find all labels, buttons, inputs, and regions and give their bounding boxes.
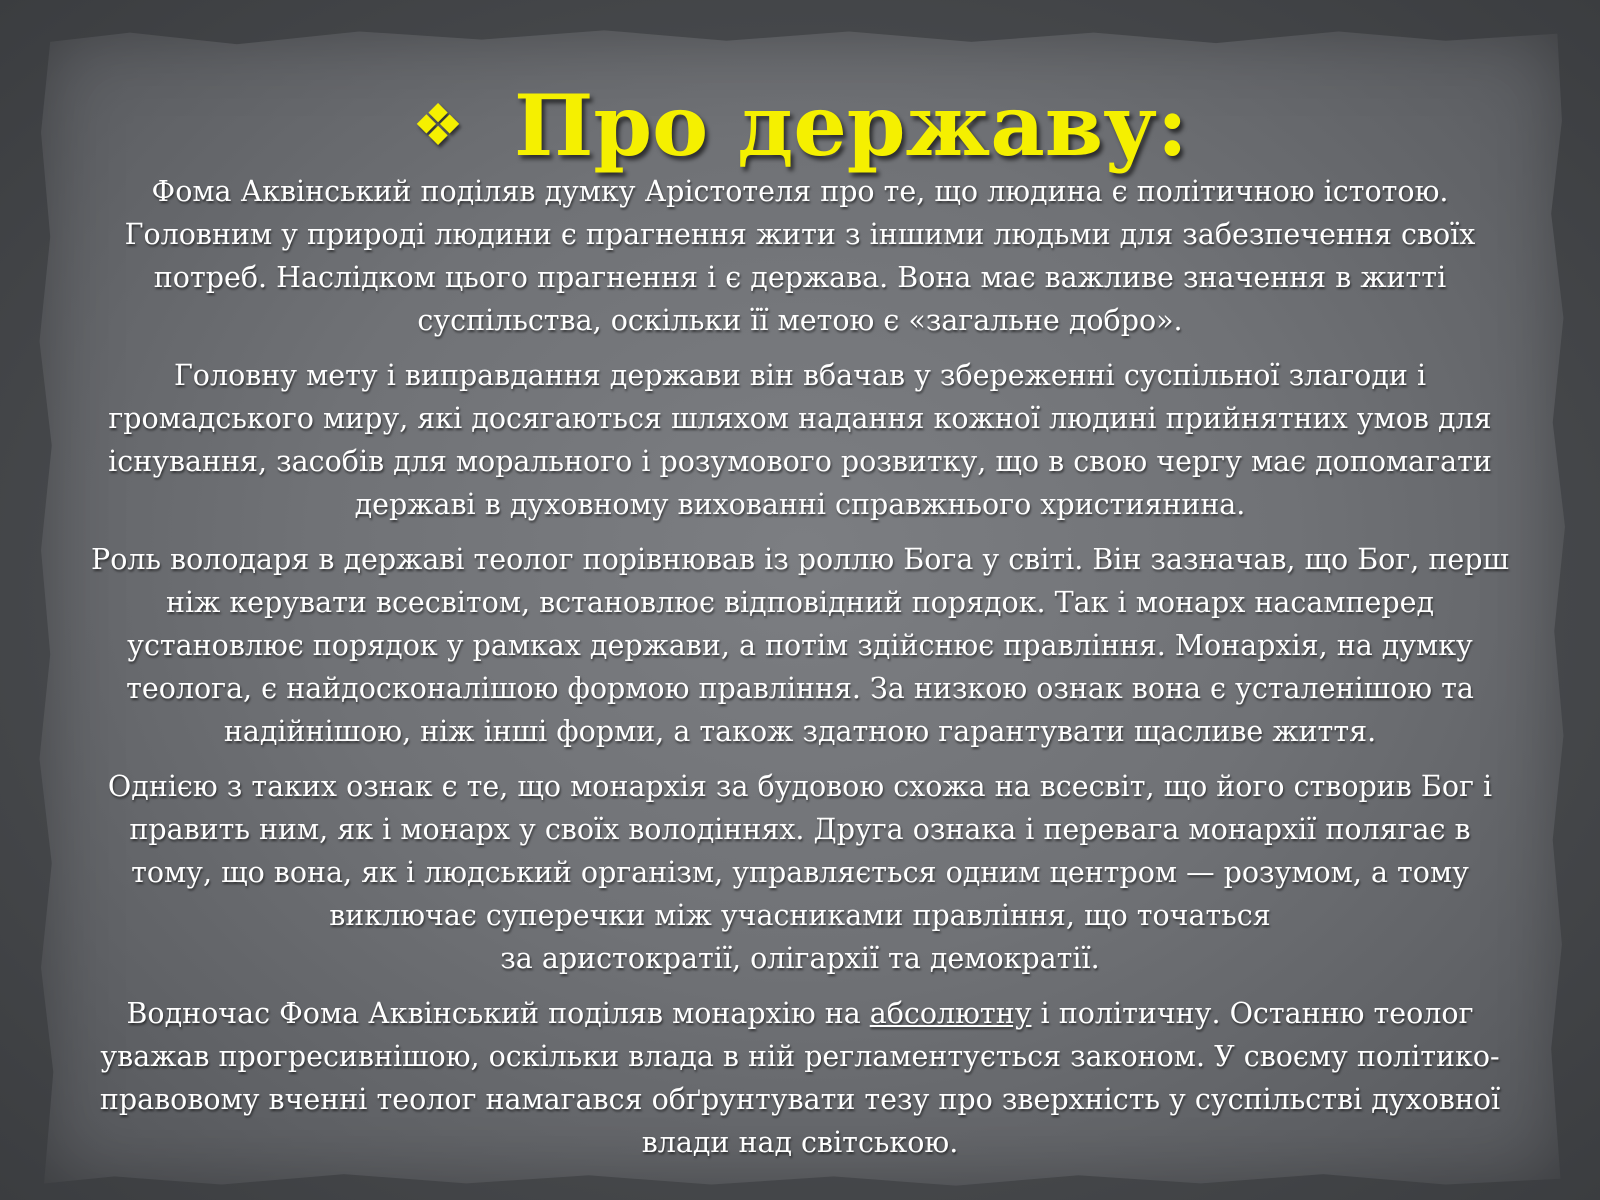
text-line: Однією з таких ознак є те, що монархія за будовою схожа на всесвіт, що його створив Бог і bbox=[107, 770, 1493, 803]
text-line: ніж керувати всесвітом, встановлює відповідний порядок. Так і монарх насамперед bbox=[165, 586, 1435, 619]
absolute-monarchy-link[interactable]: абсолютну bbox=[869, 997, 1032, 1030]
text-line: за аристократії, олігархії та демократії. bbox=[500, 942, 1100, 975]
paragraph-5 bbox=[0, 992, 1600, 1164]
text-line: установлює порядок у рамках держави, а потім здійснює правління. Монархія, на думку bbox=[127, 629, 1473, 662]
title-row bbox=[0, 70, 1600, 180]
text-line: Головним у природі людини є прагнення жити з іншими людьми для забезпечення своїх bbox=[124, 218, 1476, 251]
text-line: правовому вченні теолог намагався обґрунтувати тезу про зверхність у суспільстві духовної bbox=[99, 1083, 1501, 1116]
text-line: влади над світською. bbox=[641, 1126, 959, 1159]
text-segment: Водночас Фома Аквінський поділяв монархію на bbox=[126, 997, 870, 1030]
text-line: державі в духовному вихованні справжнього християнина. bbox=[354, 488, 1246, 521]
text-line: існування, засобів для морального і розумового розвитку, що в свою чергу має допомагати bbox=[108, 445, 1492, 478]
text-line: Головну мету і виправдання держави він вбачав у збереженні суспільної злагоди і bbox=[173, 359, 1427, 392]
text-line: громадського миру, які досягаються шляхом надання кожної людині прийнятних умов для bbox=[108, 402, 1492, 435]
text-segment: і політичну. Останню теолог bbox=[1031, 997, 1474, 1030]
text-line: виключає суперечки між учасниками правління, що точаться bbox=[329, 899, 1271, 932]
text-line: Роль володаря в державі теолог порівнював із роллю Бога у світі. Він зазначав, що Бог, перш bbox=[91, 543, 1509, 576]
text-line: надійнішою, ніж інші форми, а також здатною гарантувати щасливе життя. bbox=[223, 715, 1377, 748]
text-line bbox=[0, 992, 1600, 1035]
text-line: Фома Аквінський поділяв думку Арістотеля про те, що людина є політичною істотою. bbox=[151, 175, 1449, 208]
text-line: суспільства, оскільки її метою є «загальне добро». bbox=[417, 304, 1183, 337]
slide-body bbox=[0, 170, 1600, 1164]
text-line: уважав прогресивнішою, оскільки влада в ній регламентується законом. У своєму політико- bbox=[100, 1040, 1500, 1073]
text-line: тому, що вона, як і людський організм, управляється одним центром — розумом, а тому bbox=[131, 856, 1469, 889]
paragraph-4 bbox=[0, 765, 1600, 980]
paragraph-2 bbox=[0, 354, 1600, 526]
text-line: потреб. Наслідком цього прагнення і є держава. Вона має важливе значення в житті bbox=[153, 261, 1447, 294]
paragraph-1 bbox=[0, 170, 1600, 342]
diamond-bullet-icon: ❖ bbox=[412, 91, 465, 159]
text-line: теолога, є найдосконалішою формою правління. За низкою ознак вона є усталенішою та bbox=[126, 672, 1474, 705]
slide-title: Про державу: bbox=[514, 75, 1188, 175]
text-line: править ним, як і монарх у своїх володіннях. Друга ознака і перевага монархії полягає в bbox=[129, 813, 1471, 846]
paragraph-3 bbox=[0, 538, 1600, 753]
